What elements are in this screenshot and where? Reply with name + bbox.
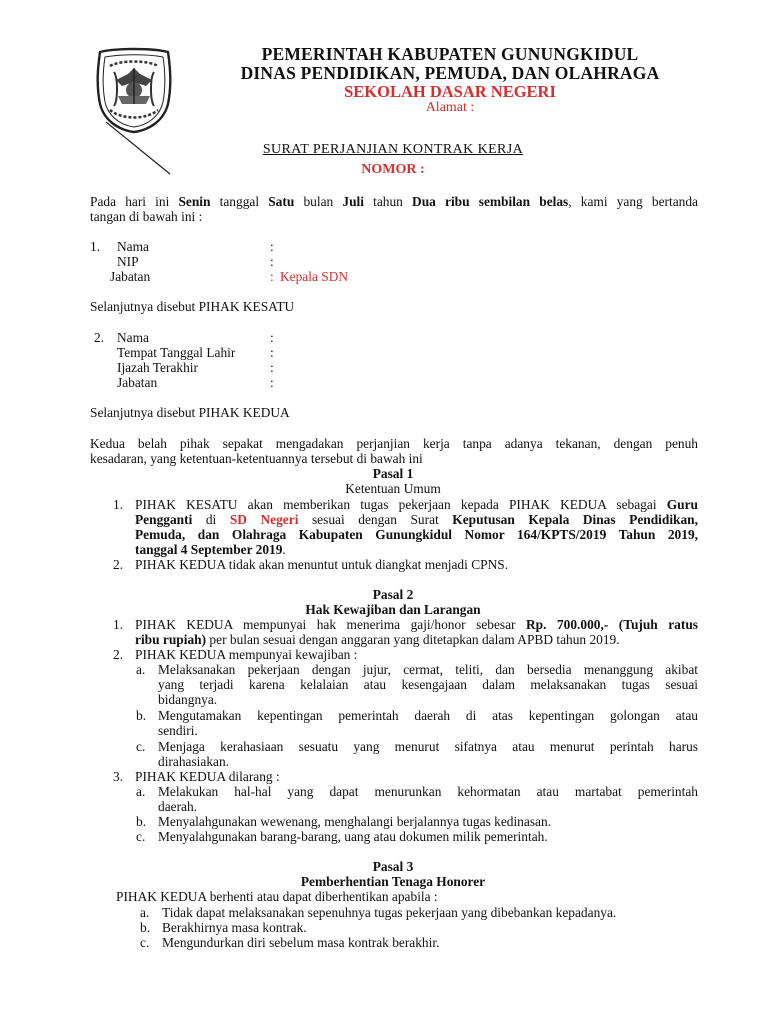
party-1-name-colon: :	[270, 239, 274, 254]
party-2-designation: Selanjutnya disebut PIHAK KEDUA	[90, 405, 290, 420]
pasal-2-item-3-number: 3.	[113, 769, 124, 784]
party-2-education-label: Ijazah Terakhir	[117, 360, 198, 375]
pasal-2-subheading: Hak Kewajiban dan Larangan	[305, 602, 481, 617]
pasal-3-intro: PIHAK KEDUA berhenti atau dapat diberhentikan apabila :	[116, 889, 438, 904]
pasal-2-item-1: PIHAK KEDUA mempunyai hak menerima gaji/honor sebesar Rp. 700.000,- (Tujuh ratus ribu rupiah) per bulan sesuai dengan anggaran yang ditetapkan dalam APBD tahun 2019.	[135, 617, 698, 647]
pasal-3-item-b: Berakhirnya masa kontrak.	[162, 920, 307, 935]
document-number: NOMOR :	[361, 162, 425, 177]
pasal-1-item-1: PIHAK KESATU akan memberikan tugas pekerjaan kepada PIHAK KEDUA sebagai Guru Pengganti di SD Negeri sesuai dengan Surat Keputusan Kepala Dinas Pendidikan, Pemuda, dan Olahraga Kabupaten Gunungkidul Nomor 164/KPTS/2019 Tahun 2019, tanggal 4 September 2019.	[135, 497, 698, 557]
party-2-position-label: Jabatan	[117, 375, 158, 390]
pasal-3-item-b-letter: b.	[140, 920, 151, 935]
letterhead-school: SEKOLAH DASAR NEGERI	[344, 82, 556, 101]
pasal-3-item-a-letter: a.	[140, 905, 150, 920]
letterhead-agency: DINAS PENDIDIKAN, PEMUDA, DAN OLAHRAGA	[240, 63, 660, 83]
pasal-2-item-3c: Menyalahgunakan barang-barang, uang atau dokumen milik pemerintah.	[158, 829, 548, 844]
agreement-paragraph: Kedua belah pihak sepakat mengadakan perjanjian kerja tanpa adanya tekanan, dengan penuh kesadaran, yang ketentuan-ketentuannya tersebut di bawah ini	[90, 436, 698, 466]
pasal-2-item-3c-letter: c.	[136, 829, 146, 844]
pasal-1-subheading: Ketentuan Umum	[345, 481, 441, 496]
party-1-position-label: Jabatan	[110, 269, 151, 284]
party-1-nip-label: NIP	[117, 254, 139, 269]
opening-paragraph: Pada hari ini Senin tanggal Satu bulan Juli tahun Dua ribu sembilan belas, kami yang bertanda tangan di bawah ini :	[90, 194, 698, 224]
pasal-1-heading: Pasal 1	[372, 466, 414, 481]
party-1-name-label: Nama	[117, 239, 149, 254]
pasal-2-item-2: PIHAK KEDUA mempunyai kewajiban :	[135, 647, 358, 662]
party-2-index: 2.	[94, 330, 105, 345]
party-2-birth-label: Tempat Tanggal Lahir	[117, 345, 236, 360]
pasal-2-item-2b-letter: b.	[136, 708, 147, 723]
letterhead-address: Alamat :	[425, 100, 475, 115]
pasal-2-item-3: PIHAK KEDUA dilarang :	[135, 769, 280, 784]
party-1-designation: Selanjutnya disebut PIHAK KESATU	[90, 299, 295, 314]
pasal-3-item-c-letter: c.	[140, 935, 150, 950]
document-title: SURAT PERJANJIAN KONTRAK KERJA	[262, 142, 524, 157]
pasal-2-item-2c: Menjaga kerahasiaan sesuatu yang menurut sifatnya atau menurut perintah harus dirahasiakan.	[158, 739, 698, 769]
party-1-nip-colon: :	[270, 254, 274, 269]
pasal-3-item-c: Mengundurkan diri sebelum masa kontrak berakhir.	[162, 935, 440, 950]
pasal-2-item-2a: Melaksanakan pekerjaan dengan jujur, cermat, teliti, dan bersedia menanggung akibat yang terjadi karena kelalaian atau kesengajaan dalam melaksanakan tugas sesuai bidangnya.	[158, 662, 698, 707]
pasal-2-item-3a-letter: a.	[136, 784, 146, 799]
pasal-3-item-a: Tidak dapat melaksanakan sepenuhnya tugas pekerjaan yang dibebankan kepadanya.	[162, 905, 617, 920]
pasal-2-item-3a: Melakukan hal-hal yang dapat menurunkan kehormatan atau martabat pemerintah daerah.	[158, 784, 698, 814]
party-2-name-colon: :	[270, 330, 274, 345]
pasal-2-item-3b: Menyalahgunakan wewenang, menghalangi berjalannya tugas kedinasan.	[158, 814, 552, 829]
pasal-3-subheading: Pemberhentian Tenaga Honorer	[300, 874, 486, 889]
party-1-position-value: Kepala SDN	[280, 269, 349, 284]
pasal-2-item-2-number: 2.	[113, 647, 124, 662]
pasal-3-heading: Pasal 3	[372, 859, 414, 874]
party-2-position-colon: :	[270, 375, 274, 390]
party-1-index: 1.	[90, 239, 101, 254]
regency-crest-icon	[88, 44, 180, 136]
pasal-1-item-2-number: 2.	[113, 557, 124, 572]
pasal-1-item-1-number: 1.	[113, 497, 124, 512]
party-2-birth-colon: :	[270, 345, 274, 360]
party-1-position-colon: :	[270, 269, 274, 284]
pasal-2-item-2c-letter: c.	[136, 739, 146, 754]
pasal-2-item-2b: Mengutamakan kepentingan pemerintah daerah di atas kepentingan golongan atau sendiri.	[158, 708, 698, 738]
letterhead-government: PEMERINTAH KABUPATEN GUNUNGKIDUL	[261, 44, 639, 64]
pasal-2-item-1-number: 1.	[113, 617, 124, 632]
party-2-name-label: Nama	[117, 330, 149, 345]
pasal-1-item-2: PIHAK KEDUA tidak akan menuntut untuk diangkat menjadi CPNS.	[135, 557, 509, 572]
party-2-education-colon: :	[270, 360, 274, 375]
pasal-2-item-2a-letter: a.	[136, 662, 146, 677]
pasal-2-heading: Pasal 2	[372, 587, 414, 602]
pasal-2-item-3b-letter: b.	[136, 814, 147, 829]
